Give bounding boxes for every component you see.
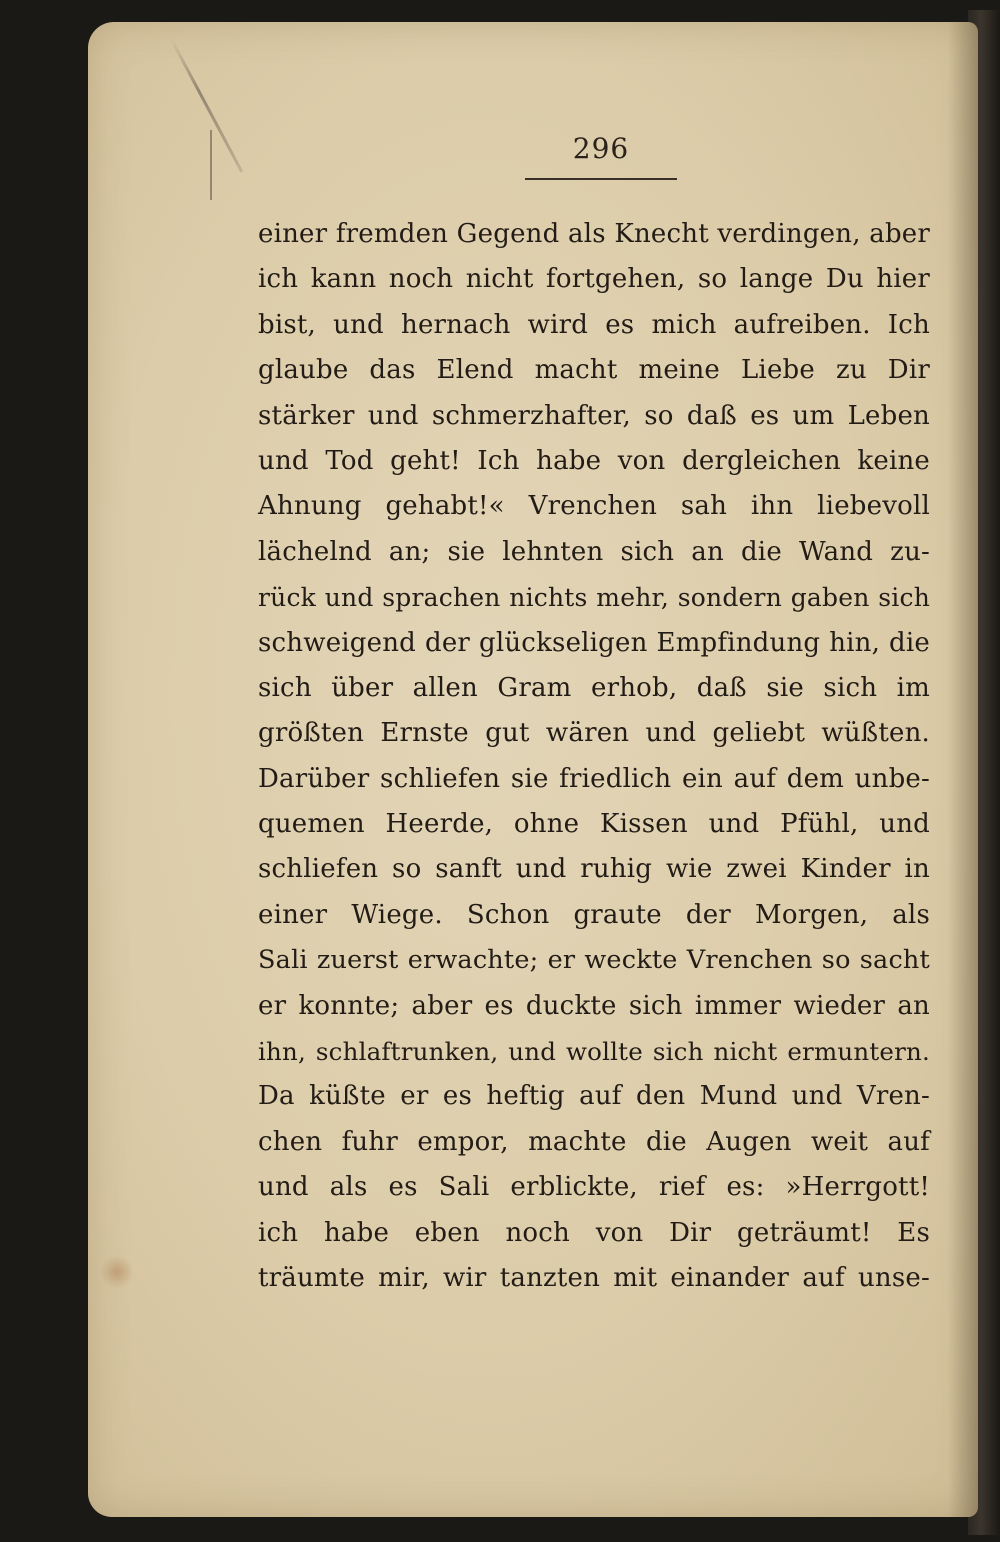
text-line: sich über allen Gram erhob, daß sie sich im xyxy=(258,672,930,703)
text-line: ich kann noch nicht fortgehen, so lange Du hier xyxy=(258,264,930,295)
text-line: ich habe eben noch von Dir geträumt! Es xyxy=(258,1217,930,1248)
text-line: einer Wiege. Schon graute der Morgen, als xyxy=(258,899,930,930)
text-line: quemen Heerde, ohne Kissen und Pfühl, und xyxy=(258,809,930,840)
text-line: einer fremden Gegend als Knecht verdingen, aber xyxy=(258,219,930,249)
text-line: schweigend der glückseligen Empfindung hin, die xyxy=(258,627,930,658)
text-line: stärker und schmerzhafter, so daß es um Leben xyxy=(258,400,930,431)
text-line: chen fuhr empor, machte die Augen weit auf xyxy=(258,1126,930,1157)
text-line: träumte mir, wir tanzten mit einander auf unse- xyxy=(258,1262,930,1293)
text-line: er konnte; aber es duckte sich immer wieder an xyxy=(258,990,930,1021)
text-line: rück und sprachen nichts mehr, sondern gaben sich xyxy=(258,583,930,613)
text-line: und Tod geht! Ich habe von dergleichen keine xyxy=(258,445,930,476)
paper-stain xyxy=(100,1255,134,1289)
text-line: lächelnd an; sie lehnten sich an die Wand zu- xyxy=(258,536,930,567)
text-line: und als es Sali erblickte, rief es: »Herrgott! xyxy=(258,1172,930,1203)
text-line: glaube das Elend macht meine Liebe zu Dir xyxy=(258,355,930,386)
text-line: bist, und hernach wird es mich aufreiben. Ich xyxy=(258,309,930,340)
page-number: 296 xyxy=(572,132,630,165)
text-line: schliefen so sanft und ruhig wie zwei Kinder in xyxy=(258,854,930,885)
text-line: Darüber schliefen sie friedlich ein auf dem unbe- xyxy=(258,763,930,794)
paper-crease-mark xyxy=(210,130,212,200)
text-line: ihn, schlaftrunken, und wollte sich nicht ermuntern. xyxy=(258,1037,930,1067)
text-line: Sali zuerst erwachte; er weckte Vrenchen so sacht xyxy=(258,945,930,976)
text-line: Ahnung gehabt!« Vrenchen sah ihn liebevoll xyxy=(258,491,930,522)
text-line: Da küßte er es heftig auf den Mund und Vren- xyxy=(258,1081,930,1112)
page-gutter-shadow xyxy=(948,22,978,1517)
body-text xyxy=(258,212,930,1301)
page-number-rule xyxy=(525,178,677,180)
text-line: größten Ernste gut wären und geliebt wüßten. xyxy=(258,718,930,749)
